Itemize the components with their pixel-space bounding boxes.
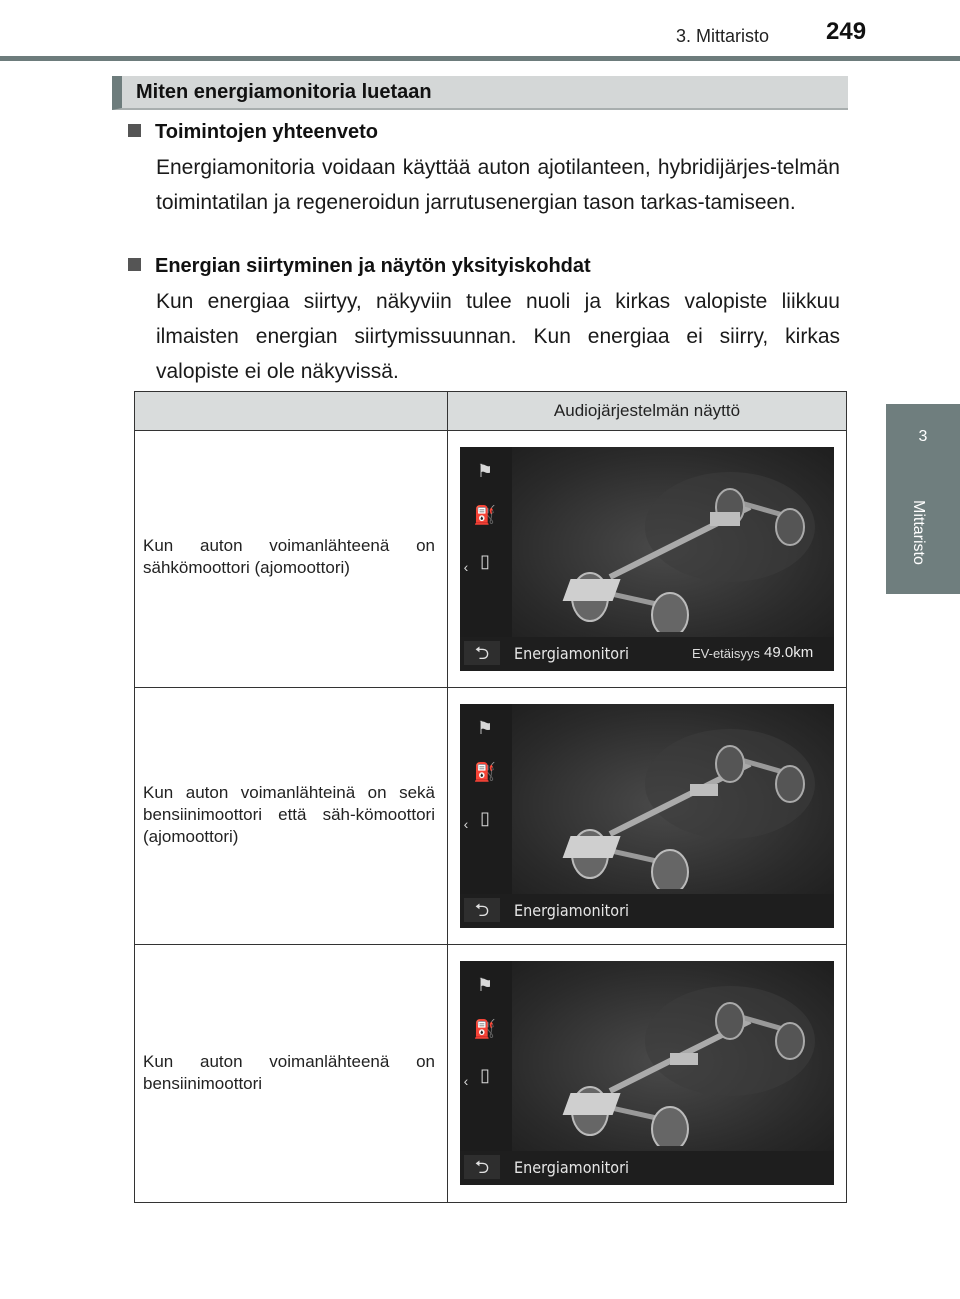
table-header-label: Audiojärjestelmän näyttö [553,401,741,420]
battery-icon[interactable]: ▯ [480,1065,490,1085]
battery-icon[interactable]: ▯ [480,808,490,828]
screen-sidebar [460,704,512,894]
row-description: Kun auton voimanlähteenä on bensiinimoottori [143,1052,435,1093]
table-cell-divider [447,431,448,687]
subheading-summary [128,121,378,144]
table-cell-divider [447,688,448,944]
table-cell-divider [447,945,448,1202]
hybrid-chassis-illustration [520,457,820,632]
fuel-pump-icon[interactable]: ⛽ [473,1019,497,1039]
ev-range-label: EV-etäisyys [692,646,760,661]
section-heading [112,76,848,110]
screen-title: Energiamonitori [514,901,629,920]
chevron-left-icon[interactable]: ‹ [463,559,469,575]
page-number: 249 [826,18,867,45]
flag-chart-icon[interactable]: ⚑ [476,461,494,481]
flag-chart-icon[interactable]: ⚑ [476,975,494,995]
square-bullet-icon [128,258,141,271]
header-rule [0,56,960,61]
energy-monitor-screen [460,447,834,671]
chapter-title: 3. Mittaristo [676,26,770,46]
screen-bottom-bar [460,637,834,671]
paragraph-energy-flow: Kun energiaa siirtyy, näkyviin tulee nuoli ja kirkas valopiste liikkuu ilmaisten energian siirtymissuunnan. Kun energiaa ei siirry, kirkas valopiste ei ole näkyvissä. [156,290,840,383]
row-description: Kun auton voimanlähteinä on sekä bensiinimoottori että säh-kömoottori (ajomoottori) [143,783,435,846]
table-header [135,392,846,431]
subheading-energy-flow [128,255,591,278]
screen-sidebar [460,961,512,1151]
battery-icon[interactable]: ▯ [480,551,490,571]
side-tab-number: 3 [918,428,928,445]
square-bullet-icon [128,124,141,137]
chevron-left-icon[interactable]: ‹ [463,1073,469,1089]
subheading-text: Energian siirtyminen ja näytön yksityiskohdat [155,255,591,277]
energy-monitor-screen [460,961,834,1185]
table-row [135,431,846,688]
flag-chart-icon[interactable]: ⚑ [476,718,494,738]
subheading-text: Toimintojen yhteenveto [155,121,378,143]
screen-sidebar [460,447,512,637]
ev-range-value: 49.0km [764,644,814,661]
paragraph-summary: Energiamonitoria voidaan käyttää auton ajotilanteen, hybridijärjes-telmän toimintatilan ja regeneroidun jarrutusenergian tason tarkas-tamiseen. [156,156,840,214]
table-row [135,945,846,1202]
chapter-side-tab[interactable] [886,404,960,594]
chevron-left-icon[interactable]: ‹ [463,816,469,832]
fuel-pump-icon[interactable]: ⛽ [473,505,497,525]
hybrid-chassis-illustration [520,971,820,1146]
energy-monitor-screen [460,704,834,928]
fuel-pump-icon[interactable]: ⛽ [473,762,497,782]
screen-title: Energiamonitori [514,1158,629,1177]
back-arrow-icon[interactable]: ⮌ [464,1155,500,1179]
energy-monitor-table [134,391,847,1203]
row-description: Kun auton voimanlähteenä on sähkömoottori (ajomoottori) [143,536,435,577]
hybrid-chassis-illustration [520,714,820,889]
back-arrow-icon[interactable]: ⮌ [464,641,500,665]
section-title: Miten energiamonitoria luetaan [136,81,432,103]
screen-bottom-bar [460,1151,834,1185]
screen-bottom-bar [460,894,834,928]
table-row [135,688,846,945]
back-arrow-icon[interactable]: ⮌ [464,898,500,922]
side-tab-label: Mittaristo [910,500,927,565]
screen-title: Energiamonitori [514,644,629,663]
